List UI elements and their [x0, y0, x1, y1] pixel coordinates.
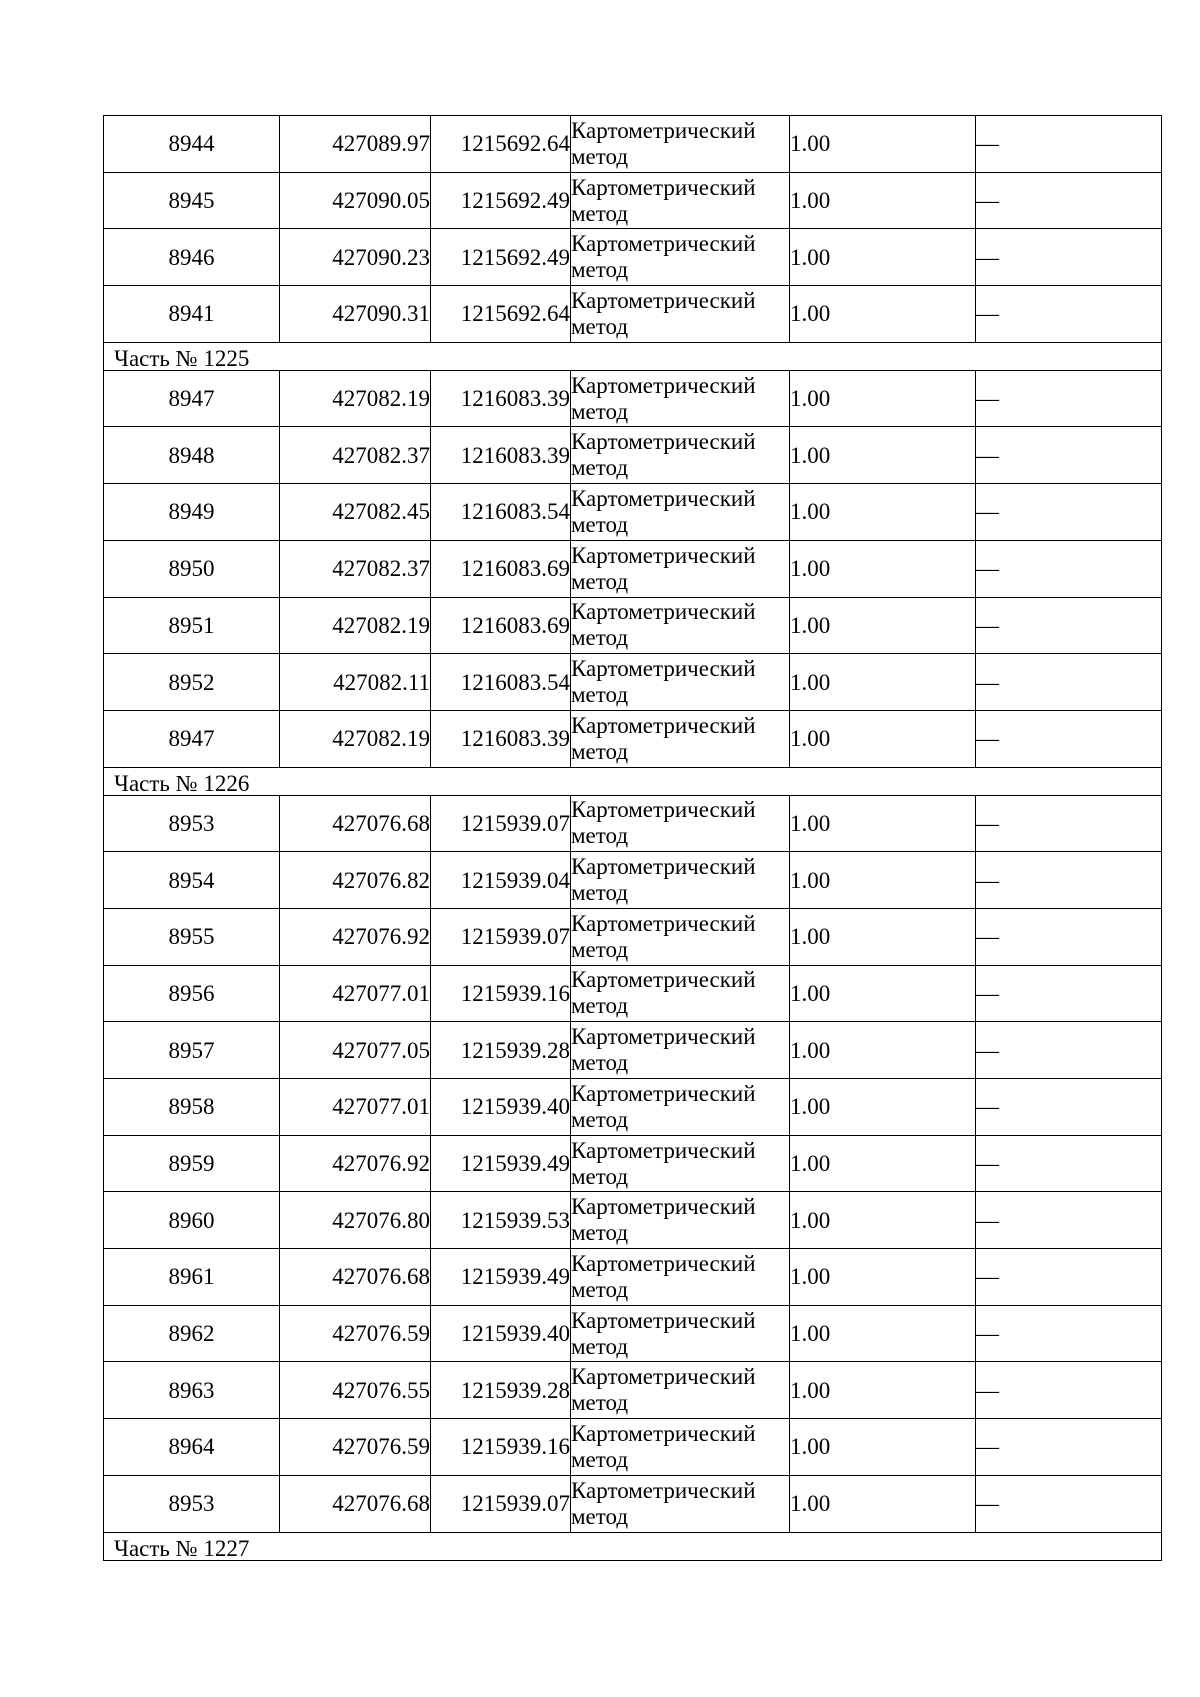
method-line-1: Картометрический — [571, 1420, 756, 1446]
x-coordinate-cell: 427082.19 — [280, 370, 431, 427]
table-row — [104, 795, 1162, 852]
accuracy-cell: 1.00 — [790, 540, 976, 597]
accuracy-cell: 1.00 — [790, 1305, 976, 1362]
point-number-cell: 8956 — [104, 965, 280, 1022]
y-coordinate-cell: 1216083.69 — [431, 540, 571, 597]
accuracy-cell: 1.00 — [790, 484, 976, 541]
method-cell — [571, 1022, 790, 1079]
table-row — [104, 172, 1162, 229]
method-line-1: Картометрический — [571, 542, 756, 568]
accuracy-cell: 1.00 — [790, 795, 976, 852]
method-line-1: Картометрический — [571, 1194, 756, 1220]
accuracy-cell: 1.00 — [790, 1249, 976, 1306]
point-number-cell: 8955 — [104, 908, 280, 965]
table-row — [104, 1022, 1162, 1079]
method-line-2: метод — [571, 936, 629, 962]
x-coordinate-cell: 427082.19 — [280, 710, 431, 767]
method-line-2: метод — [571, 398, 629, 424]
accuracy-cell: 1.00 — [790, 229, 976, 286]
description-cell: — — [976, 172, 1162, 229]
method-cell — [571, 484, 790, 541]
accuracy-cell: 1.00 — [790, 1079, 976, 1136]
table-row — [104, 484, 1162, 541]
point-number-cell: 8960 — [104, 1192, 280, 1249]
method-line-2: метод — [571, 200, 629, 226]
method-line-2: метод — [571, 993, 629, 1019]
point-number-cell: 8951 — [104, 597, 280, 654]
y-coordinate-cell: 1215939.04 — [431, 852, 571, 909]
method-line-1: Картометрический — [571, 1364, 756, 1390]
point-number-cell: 8947 — [104, 710, 280, 767]
description-cell: — — [976, 710, 1162, 767]
x-coordinate-cell: 427077.05 — [280, 1022, 431, 1079]
method-line-1: Картометрический — [571, 287, 756, 313]
method-line-2: метод — [571, 880, 629, 906]
table-row — [104, 1079, 1162, 1136]
point-number-cell: 8953 — [104, 795, 280, 852]
method-cell — [571, 1192, 790, 1249]
table-row — [104, 597, 1162, 654]
method-cell — [571, 908, 790, 965]
method-line-1: Картометрический — [571, 599, 756, 625]
part-header-row — [104, 1532, 1162, 1560]
y-coordinate-cell: 1216083.54 — [431, 484, 571, 541]
x-coordinate-cell: 427082.11 — [280, 654, 431, 711]
y-coordinate-cell: 1215939.16 — [431, 1419, 571, 1476]
y-coordinate-cell: 1215939.07 — [431, 1475, 571, 1532]
description-cell: — — [976, 1135, 1162, 1192]
x-coordinate-cell: 427090.23 — [280, 229, 431, 286]
method-cell — [571, 540, 790, 597]
method-line-2: метод — [571, 1163, 629, 1189]
point-number-cell: 8950 — [104, 540, 280, 597]
coordinates-table-body — [104, 116, 1162, 1561]
point-number-cell: 8958 — [104, 1079, 280, 1136]
accuracy-cell: 1.00 — [790, 597, 976, 654]
point-number-cell: 8963 — [104, 1362, 280, 1419]
method-line-2: метод — [571, 823, 629, 849]
description-cell: — — [976, 1362, 1162, 1419]
table-row — [104, 229, 1162, 286]
x-coordinate-cell: 427076.68 — [280, 1249, 431, 1306]
table-row — [104, 116, 1162, 173]
x-coordinate-cell: 427076.92 — [280, 908, 431, 965]
method-cell — [571, 710, 790, 767]
y-coordinate-cell: 1215939.07 — [431, 795, 571, 852]
x-coordinate-cell: 427076.59 — [280, 1305, 431, 1362]
method-line-2: метод — [571, 1333, 629, 1359]
accuracy-cell: 1.00 — [790, 116, 976, 173]
point-number-cell: 8945 — [104, 172, 280, 229]
method-line-2: метод — [571, 143, 629, 169]
y-coordinate-cell: 1215692.64 — [431, 116, 571, 173]
method-line-1: Картометрический — [571, 1137, 756, 1163]
table-row — [104, 1419, 1162, 1476]
y-coordinate-cell: 1216083.39 — [431, 370, 571, 427]
method-line-2: метод — [571, 1050, 629, 1076]
method-cell — [571, 1079, 790, 1136]
y-coordinate-cell: 1215939.49 — [431, 1135, 571, 1192]
table-row — [104, 965, 1162, 1022]
accuracy-cell: 1.00 — [790, 1135, 976, 1192]
point-number-cell: 8946 — [104, 229, 280, 286]
accuracy-cell: 1.00 — [790, 1475, 976, 1532]
description-cell: — — [976, 1305, 1162, 1362]
description-cell: — — [976, 852, 1162, 909]
x-coordinate-cell: 427089.97 — [280, 116, 431, 173]
y-coordinate-cell: 1215939.07 — [431, 908, 571, 965]
x-coordinate-cell: 427090.31 — [280, 286, 431, 343]
method-cell — [571, 172, 790, 229]
method-line-2: метод — [571, 1503, 629, 1529]
accuracy-cell: 1.00 — [790, 1362, 976, 1419]
accuracy-cell: 1.00 — [790, 654, 976, 711]
method-cell — [571, 1419, 790, 1476]
x-coordinate-cell: 427082.37 — [280, 540, 431, 597]
x-coordinate-cell: 427082.37 — [280, 427, 431, 484]
description-cell: — — [976, 540, 1162, 597]
description-cell: — — [976, 1022, 1162, 1079]
method-line-1: Картометрический — [571, 231, 756, 257]
table-row — [104, 370, 1162, 427]
x-coordinate-cell: 427076.59 — [280, 1419, 431, 1476]
method-line-1: Картометрический — [571, 797, 756, 823]
description-cell: — — [976, 116, 1162, 173]
method-line-1: Картометрический — [571, 117, 756, 143]
method-cell — [571, 1475, 790, 1532]
method-cell — [571, 116, 790, 173]
point-number-cell: 8944 — [104, 116, 280, 173]
method-line-1: Картометрический — [571, 910, 756, 936]
point-number-cell: 8957 — [104, 1022, 280, 1079]
point-number-cell: 8948 — [104, 427, 280, 484]
method-line-2: метод — [571, 1106, 629, 1132]
method-cell — [571, 370, 790, 427]
table-row — [104, 1475, 1162, 1532]
x-coordinate-cell: 427077.01 — [280, 1079, 431, 1136]
y-coordinate-cell: 1215692.49 — [431, 172, 571, 229]
accuracy-cell: 1.00 — [790, 1419, 976, 1476]
x-coordinate-cell: 427076.68 — [280, 795, 431, 852]
method-cell — [571, 1249, 790, 1306]
x-coordinate-cell: 427076.68 — [280, 1475, 431, 1532]
description-cell: — — [976, 484, 1162, 541]
table-row — [104, 710, 1162, 767]
description-cell: — — [976, 1192, 1162, 1249]
y-coordinate-cell: 1215939.53 — [431, 1192, 571, 1249]
x-coordinate-cell: 427077.01 — [280, 965, 431, 1022]
accuracy-cell: 1.00 — [790, 286, 976, 343]
method-line-1: Картометрический — [571, 1250, 756, 1276]
x-coordinate-cell: 427090.05 — [280, 172, 431, 229]
table-row — [104, 654, 1162, 711]
y-coordinate-cell: 1215939.49 — [431, 1249, 571, 1306]
point-number-cell: 8949 — [104, 484, 280, 541]
part-label: Часть № 1226 — [104, 767, 1162, 795]
description-cell: — — [976, 286, 1162, 343]
method-line-2: метод — [571, 625, 629, 651]
point-number-cell: 8954 — [104, 852, 280, 909]
method-line-2: метод — [571, 1276, 629, 1302]
coordinates-table — [103, 115, 1162, 1561]
method-cell — [571, 1135, 790, 1192]
table-row — [104, 427, 1162, 484]
y-coordinate-cell: 1215939.40 — [431, 1079, 571, 1136]
part-label: Часть № 1225 — [104, 342, 1162, 370]
description-cell: — — [976, 597, 1162, 654]
description-cell: — — [976, 1419, 1162, 1476]
y-coordinate-cell: 1215939.40 — [431, 1305, 571, 1362]
method-line-1: Картометрический — [571, 485, 756, 511]
method-cell — [571, 795, 790, 852]
point-number-cell: 8947 — [104, 370, 280, 427]
method-line-2: метод — [571, 1220, 629, 1246]
part-header-row — [104, 342, 1162, 370]
description-cell: — — [976, 965, 1162, 1022]
table-row — [104, 540, 1162, 597]
table-row — [104, 1305, 1162, 1362]
part-header-row — [104, 767, 1162, 795]
accuracy-cell: 1.00 — [790, 1022, 976, 1079]
method-line-1: Картометрический — [571, 967, 756, 993]
table-row — [104, 852, 1162, 909]
table-row — [104, 1192, 1162, 1249]
description-cell: — — [976, 1249, 1162, 1306]
method-line-1: Картометрический — [571, 372, 756, 398]
method-line-1: Картометрический — [571, 656, 756, 682]
y-coordinate-cell: 1215939.16 — [431, 965, 571, 1022]
method-line-1: Картометрический — [571, 1024, 756, 1050]
y-coordinate-cell: 1216083.39 — [431, 427, 571, 484]
method-cell — [571, 1305, 790, 1362]
method-line-1: Картометрический — [571, 1080, 756, 1106]
method-cell — [571, 286, 790, 343]
method-line-1: Картометрический — [571, 1307, 756, 1333]
x-coordinate-cell: 427076.82 — [280, 852, 431, 909]
y-coordinate-cell: 1215692.49 — [431, 229, 571, 286]
point-number-cell: 8941 — [104, 286, 280, 343]
y-coordinate-cell: 1215939.28 — [431, 1022, 571, 1079]
point-number-cell: 8962 — [104, 1305, 280, 1362]
method-line-2: метод — [571, 738, 629, 764]
accuracy-cell: 1.00 — [790, 1192, 976, 1249]
method-cell — [571, 654, 790, 711]
x-coordinate-cell: 427076.55 — [280, 1362, 431, 1419]
table-row — [104, 1362, 1162, 1419]
method-cell — [571, 427, 790, 484]
point-number-cell: 8952 — [104, 654, 280, 711]
method-line-1: Картометрический — [571, 854, 756, 880]
description-cell: — — [976, 229, 1162, 286]
method-cell — [571, 229, 790, 286]
description-cell: — — [976, 1079, 1162, 1136]
table-row — [104, 908, 1162, 965]
method-line-2: метод — [571, 568, 629, 594]
description-cell: — — [976, 654, 1162, 711]
x-coordinate-cell: 427082.45 — [280, 484, 431, 541]
y-coordinate-cell: 1216083.54 — [431, 654, 571, 711]
point-number-cell: 8961 — [104, 1249, 280, 1306]
method-line-2: метод — [571, 257, 629, 283]
accuracy-cell: 1.00 — [790, 908, 976, 965]
method-cell — [571, 597, 790, 654]
point-number-cell: 8953 — [104, 1475, 280, 1532]
method-line-1: Картометрический — [571, 1477, 756, 1503]
part-label: Часть № 1227 — [104, 1532, 1162, 1560]
table-row — [104, 1135, 1162, 1192]
method-line-2: метод — [571, 682, 629, 708]
table-row — [104, 1249, 1162, 1306]
accuracy-cell: 1.00 — [790, 172, 976, 229]
method-line-2: метод — [571, 313, 629, 339]
y-coordinate-cell: 1216083.39 — [431, 710, 571, 767]
x-coordinate-cell: 427076.80 — [280, 1192, 431, 1249]
method-cell — [571, 1362, 790, 1419]
x-coordinate-cell: 427076.92 — [280, 1135, 431, 1192]
method-line-2: метод — [571, 1390, 629, 1416]
y-coordinate-cell: 1216083.69 — [431, 597, 571, 654]
accuracy-cell: 1.00 — [790, 852, 976, 909]
description-cell: — — [976, 908, 1162, 965]
description-cell: — — [976, 795, 1162, 852]
method-line-2: метод — [571, 455, 629, 481]
method-cell — [571, 965, 790, 1022]
method-line-1: Картометрический — [571, 174, 756, 200]
y-coordinate-cell: 1215692.64 — [431, 286, 571, 343]
description-cell: — — [976, 427, 1162, 484]
table-row — [104, 286, 1162, 343]
point-number-cell: 8959 — [104, 1135, 280, 1192]
method-line-2: метод — [571, 1446, 629, 1472]
method-cell — [571, 852, 790, 909]
x-coordinate-cell: 427082.19 — [280, 597, 431, 654]
description-cell: — — [976, 370, 1162, 427]
method-line-1: Картометрический — [571, 429, 756, 455]
accuracy-cell: 1.00 — [790, 710, 976, 767]
method-line-2: метод — [571, 511, 629, 537]
y-coordinate-cell: 1215939.28 — [431, 1362, 571, 1419]
point-number-cell: 8964 — [104, 1419, 280, 1476]
description-cell: — — [976, 1475, 1162, 1532]
method-line-1: Картометрический — [571, 712, 756, 738]
accuracy-cell: 1.00 — [790, 427, 976, 484]
accuracy-cell: 1.00 — [790, 965, 976, 1022]
accuracy-cell: 1.00 — [790, 370, 976, 427]
